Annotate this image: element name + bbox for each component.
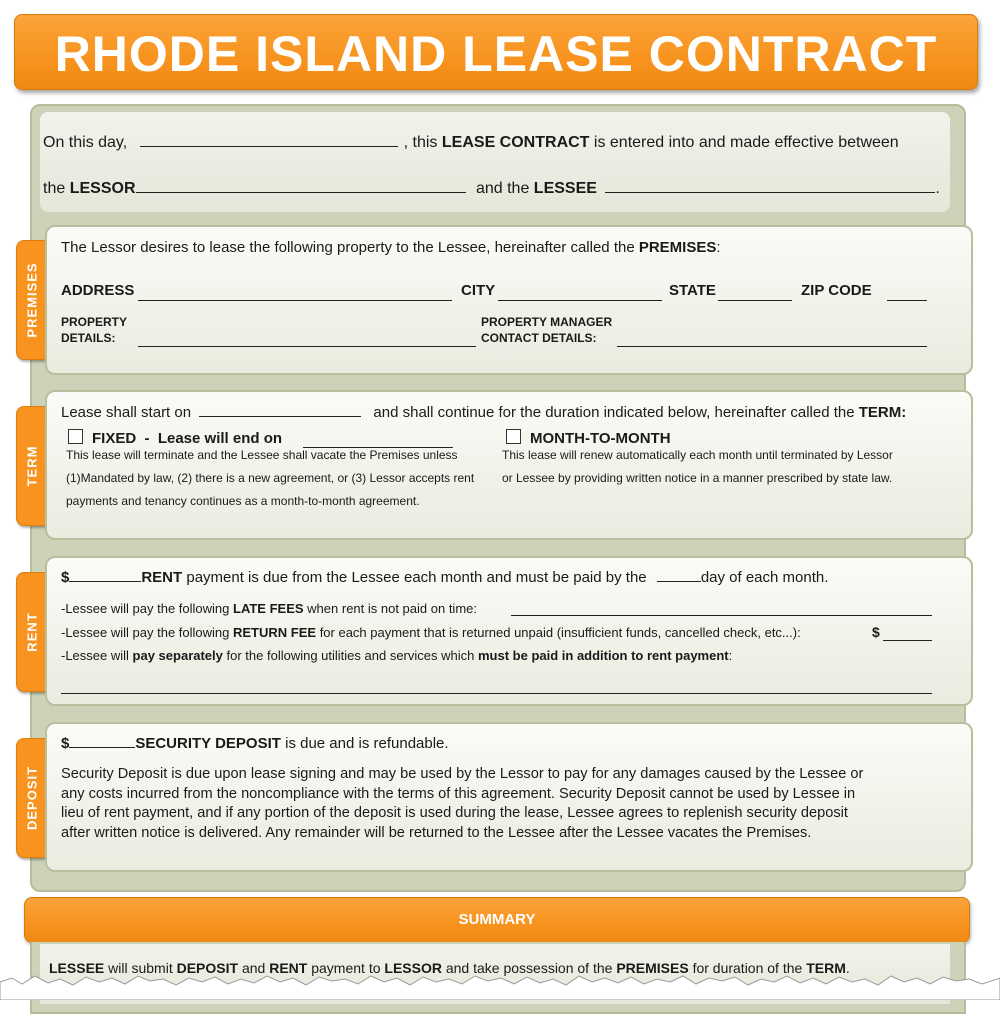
document-title: RHODE ISLAND LEASE CONTRACT xyxy=(54,26,938,82)
deposit-tab xyxy=(16,738,48,858)
must-be-paid-bold: must be paid in addition to rent payment xyxy=(477,648,729,663)
summary-period: . xyxy=(845,960,850,976)
fixed-description xyxy=(66,444,496,513)
summary-label: SUMMARY xyxy=(458,911,536,928)
the-text: the xyxy=(43,180,66,197)
fixed-label: FIXED - Lease will end on xyxy=(92,430,283,447)
rent-amount-field[interactable] xyxy=(69,581,141,582)
premises-desc-bold: PREMISES xyxy=(638,239,717,256)
fixed-desc-line: payments and tenancy continues as a month-to-month agreement. xyxy=(66,494,420,508)
rent-dollar: $ xyxy=(61,569,70,586)
return-fee-bold: RETURN FEE xyxy=(233,625,317,640)
summary-duration: for duration of the xyxy=(692,960,803,976)
term-start-line xyxy=(61,404,906,421)
late-fees-bold: LATE FEES xyxy=(233,601,304,616)
util-pre-text: -Lessee will xyxy=(61,648,129,663)
deposit-bold-text: SECURITY DEPOSIT xyxy=(135,735,281,752)
term-bold-text: TERM: xyxy=(858,404,907,421)
summary-will-submit: will submit xyxy=(108,960,173,976)
city-label: CITY xyxy=(461,282,496,299)
premises-desc-end: : xyxy=(716,239,721,256)
return-fee-field[interactable] xyxy=(883,623,932,641)
summary-and: and xyxy=(241,960,266,976)
return-pre-text: -Lessee will pay the following xyxy=(61,625,230,640)
rent-day-text: day of each month. xyxy=(700,569,829,586)
zip-field[interactable] xyxy=(887,282,927,301)
return-fee-line xyxy=(61,625,801,640)
month-to-month-description xyxy=(502,444,942,490)
return-post-text: for each payment that is returned unpaid (insufficient funds, cancelled check, etc...): xyxy=(319,625,801,640)
rent-tab-label: RENT xyxy=(24,612,40,652)
on-this-day-text: On this day, xyxy=(43,134,128,151)
summary-deposit: DEPOSIT xyxy=(176,960,239,976)
zip-label: ZIP CODE xyxy=(801,282,872,299)
address-label: ADDRESS xyxy=(61,282,135,299)
manager-contact-field[interactable] xyxy=(617,328,927,347)
lessor-name-field[interactable] xyxy=(136,192,466,193)
deposit-terms-line: after written notice is delivered. Any remainder will be returned to the Lessee after the Lessee vacates the Premises. xyxy=(61,824,812,841)
summary-rent: RENT xyxy=(269,960,308,976)
summary-lessor: LESSOR xyxy=(384,960,442,976)
utilities-field[interactable] xyxy=(61,676,932,694)
fixed-desc-line: This lease will terminate and the Lessee shall vacate the Premises unless xyxy=(66,448,458,462)
city-field[interactable] xyxy=(498,282,662,301)
deposit-tab-label: DEPOSIT xyxy=(24,765,40,831)
summary-premises: PREMISES xyxy=(616,960,689,976)
fixed-desc-line: (1)Mandated by law, (2) there is a new agreement, or (3) Lessor accepts rent xyxy=(66,471,475,485)
deposit-text: is due and is refundable. xyxy=(285,735,449,752)
premises-description xyxy=(61,239,721,256)
rent-tab xyxy=(16,572,48,692)
util-end-text: : xyxy=(728,648,733,663)
summary-term: TERM xyxy=(806,960,846,976)
summary-bar xyxy=(24,897,970,943)
lessee-name-field[interactable] xyxy=(605,192,935,193)
rent-bold-text: RENT xyxy=(141,569,183,586)
title-bar xyxy=(14,14,978,90)
intro-period: . xyxy=(935,180,940,197)
rent-day-field[interactable] xyxy=(657,581,701,582)
property-label: PROPERTY xyxy=(61,315,128,329)
and-the-text: and the xyxy=(475,180,530,197)
utilities-line xyxy=(61,648,732,663)
term-start-text: Lease shall start on xyxy=(61,404,192,421)
manager-label: PROPERTY MANAGER xyxy=(481,315,613,329)
mtm-desc-line: or Lessee by providing written notice in a manner prescribed by state law. xyxy=(502,471,893,485)
premises-tab-label: PREMISES xyxy=(24,262,40,338)
util-mid-text: for the following utilities and services which xyxy=(226,648,475,663)
state-label: STATE xyxy=(669,282,716,299)
contact-label: CONTACT DETAILS: xyxy=(481,331,597,345)
property-details-field[interactable] xyxy=(138,328,476,347)
deposit-amount-field[interactable] xyxy=(69,747,135,748)
term-continue-text: and shall continue for the duration indicated below, hereinafter called the xyxy=(373,404,855,421)
deposit-terms-line: lieu of rent payment, and if any portion of the deposit is used during the lease, Lessee agrees to replenish security deposit xyxy=(61,805,848,821)
pay-separately-bold: pay separately xyxy=(132,648,223,663)
premises-desc-text: The Lessor desires to lease the following property to the Lessee, hereinafter called the xyxy=(61,239,635,256)
premises-tab xyxy=(16,240,48,360)
late-pre-text: -Lessee will pay the following xyxy=(61,601,230,616)
rent-text: payment is due from the Lessee each month and must be paid by the xyxy=(186,569,647,586)
return-fee-dollar: $ xyxy=(872,624,880,640)
this-text: , this xyxy=(403,134,438,151)
deposit-terms-line: any costs incurred from the noncompliance with the terms of this agreement. Security Deposit cannot be used by Lessee in xyxy=(61,785,856,802)
start-date-field[interactable] xyxy=(199,416,361,417)
term-tab-label: TERM xyxy=(24,445,40,487)
intro-line-2 xyxy=(43,180,940,198)
torn-paper-edge xyxy=(0,960,1000,1000)
mtm-desc-line: This lease will renew automatically each month until terminated by Lessor xyxy=(502,448,893,462)
details-label: DETAILS: xyxy=(61,331,116,345)
deposit-line xyxy=(61,735,449,752)
deposit-terms xyxy=(61,765,863,843)
state-field[interactable] xyxy=(718,282,792,301)
lessee-text: LESSEE xyxy=(533,180,597,197)
lessor-text: LESSOR xyxy=(69,180,136,197)
late-post-text: when rent is not paid on time: xyxy=(307,601,477,616)
intro-line-1 xyxy=(43,134,899,152)
month-to-month-label: MONTH-TO-MONTH xyxy=(530,430,671,447)
summary-take: and take possession of the xyxy=(445,960,613,976)
month-to-month-checkbox[interactable] xyxy=(506,429,521,444)
rent-line xyxy=(61,569,828,586)
late-fees-line xyxy=(61,601,477,616)
date-field[interactable] xyxy=(140,146,398,147)
deposit-dollar: $ xyxy=(61,735,70,752)
deposit-terms-line: Security Deposit is due upon lease signing and may be used by the Lessor to pay for any damages caused by the Lessee or xyxy=(61,766,864,782)
fixed-checkbox[interactable] xyxy=(68,429,83,444)
summary-payment-to: payment to xyxy=(311,960,381,976)
address-field[interactable] xyxy=(138,282,452,301)
lease-contract-text: LEASE CONTRACT xyxy=(441,134,590,151)
late-fees-field[interactable] xyxy=(511,598,932,616)
summary-lessee: LESSEE xyxy=(49,960,105,976)
effective-text: is entered into and made effective between xyxy=(593,134,899,151)
term-tab xyxy=(16,406,48,526)
